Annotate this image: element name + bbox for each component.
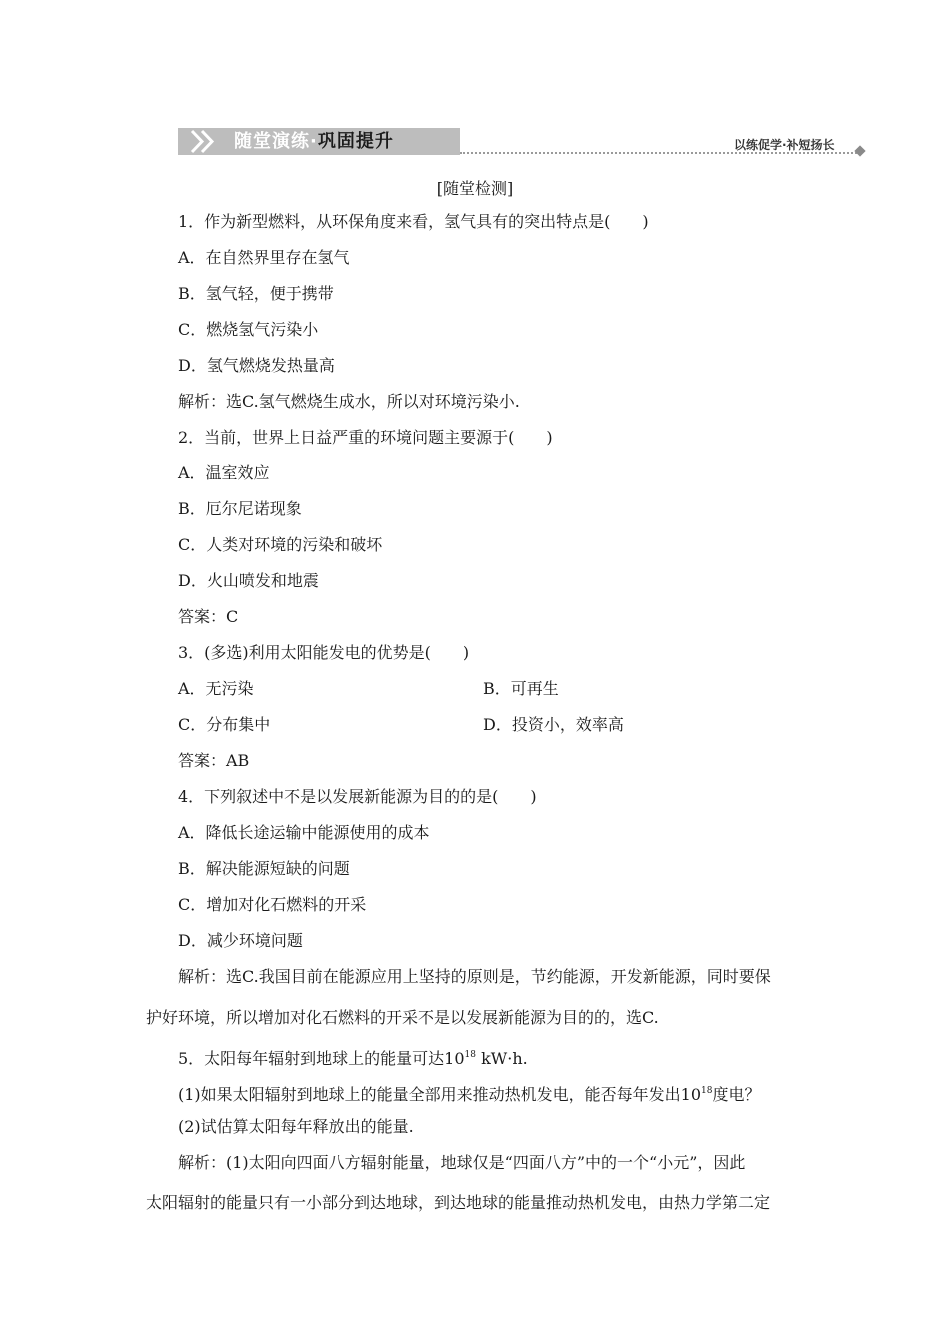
q3-option-b: B．可再生	[483, 679, 559, 698]
q5-stem-unit: kW·h.	[476, 1049, 528, 1068]
q5-part1-tail: 度电？	[712, 1085, 761, 1104]
q1-option-d: D．氢气燃烧发热量高	[178, 356, 335, 375]
section-banner	[178, 128, 460, 155]
q5-analysis-line2: 太阳辐射的能量只有一小部分到达地球，到达地球的能量推动热机发电，由热力学第二定	[146, 1193, 771, 1212]
q5-part1-exponent: 18	[701, 1086, 713, 1096]
q4-stem: 4．下列叙述中不是以发展新能源为目的的是( )	[178, 787, 537, 806]
q2-option-d: D．火山喷发和地震	[178, 571, 319, 590]
q3-option-d: D．投资小，效率高	[483, 715, 624, 734]
q5-part2: (2)试估算太阳每年释放出的能量.	[178, 1117, 414, 1136]
q4-option-d: D．减少环境问题	[178, 931, 303, 950]
q5-part1	[178, 1080, 761, 1106]
q2-option-a: A．温室效应	[178, 463, 270, 482]
q5-stem	[178, 1044, 528, 1070]
q3-option-c: C．分布集中	[178, 715, 271, 734]
banner-title	[234, 129, 394, 154]
q2-option-c: C．人类对环境的污染和破坏	[178, 535, 383, 554]
q4-option-c: C．增加对化石燃料的开采	[178, 895, 367, 914]
section-title: [随堂检测]	[436, 179, 514, 198]
q1-stem: 1．作为新型燃料，从环保角度来看，氢气具有的突出特点是( )	[178, 212, 649, 231]
diamond-icon	[854, 145, 865, 156]
q1-analysis: 解析：选C.氢气燃烧生成水，所以对环境污染小.	[178, 392, 520, 411]
q5-stem-exponent: 18	[464, 1050, 476, 1060]
q3-option-a: A．无污染	[178, 679, 254, 698]
q5-stem-text: 5．太阳每年辐射到地球上的能量可达10	[178, 1049, 465, 1068]
q2-stem: 2．当前，世界上日益严重的环境问题主要源于( )	[178, 428, 553, 447]
q4-analysis-line1: 解析：选C.我国目前在能源应用上坚持的原则是，节约能源，开发新能源，同时要保	[178, 967, 771, 986]
q5-part1-text: (1)如果太阳辐射到地球上的能量全部用来推动热机发电，能否每年发出10	[178, 1085, 702, 1104]
q4-analysis-line2: 护好环境，所以增加对化石燃料的开采不是以发展新能源为目的的，选C.	[146, 1008, 659, 1027]
banner-title-sub: 巩固提升	[317, 131, 394, 152]
q1-option-c: C．燃烧氢气污染小	[178, 320, 319, 339]
q2-option-b: B．厄尔尼诺现象	[178, 499, 302, 518]
q3-answer: 答案：AB	[178, 751, 250, 770]
header-slogan: 以练促学·补短扬长	[734, 138, 835, 152]
q4-option-a: A．降低长途运输中能源使用的成本	[178, 823, 430, 842]
q1-option-a: A．在自然界里存在氢气	[178, 248, 350, 267]
double-chevron-icon	[186, 128, 226, 155]
q1-option-b: B．氢气轻，便于携带	[178, 284, 334, 303]
q2-answer: 答案：C	[178, 607, 239, 626]
q4-option-b: B．解决能源短缺的问题	[178, 859, 350, 878]
q3-stem: 3．(多选)利用太阳能发电的优势是( )	[178, 643, 470, 662]
banner-title-main: 随堂演练·	[234, 131, 318, 152]
q5-analysis-line1: 解析：(1)太阳向四面八方辐射能量，地球仅是“四面八方”中的一个“小元”，因此	[178, 1153, 746, 1172]
